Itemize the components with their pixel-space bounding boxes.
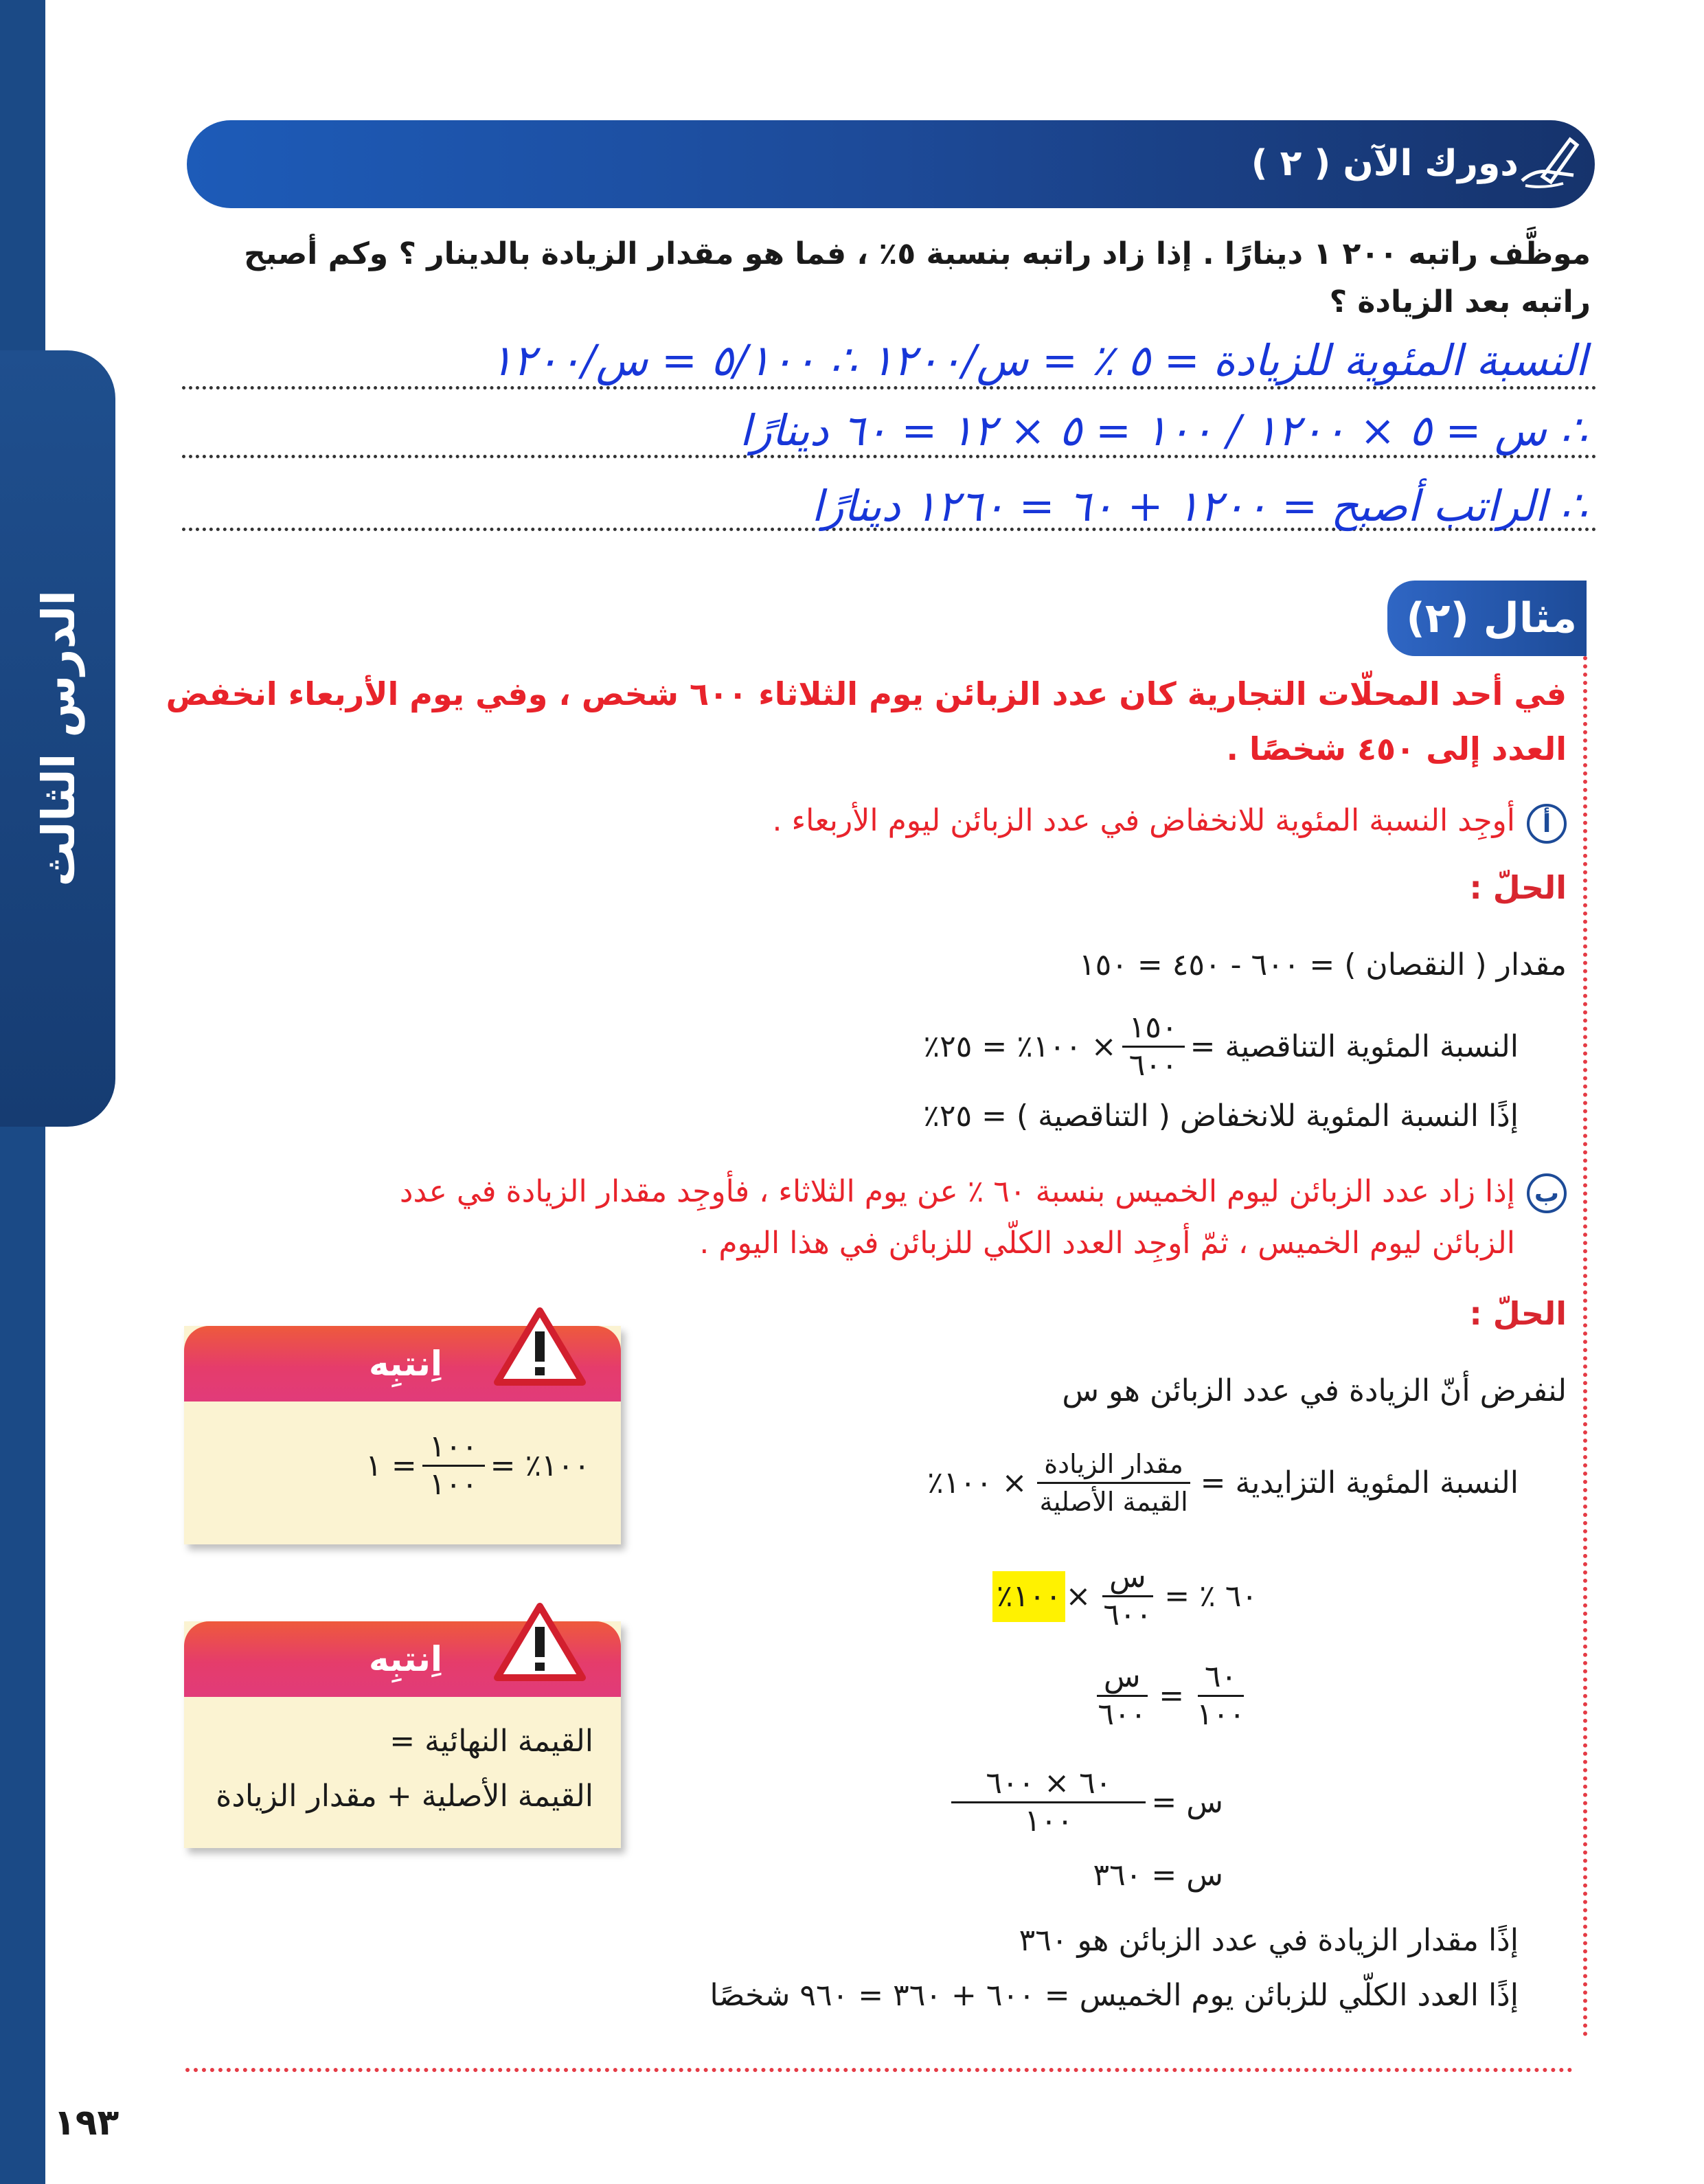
- example-title: مثال (٢) :: [1375, 594, 1577, 642]
- eq2-right-fraction: [1091, 1659, 1153, 1733]
- step2-lhs: النسبة المئوية التناقصية =: [1190, 1028, 1519, 1064]
- eq1-lhs: ٦٠ ٪ =: [1164, 1578, 1258, 1614]
- pencil-hand-icon: [1515, 127, 1584, 196]
- part-b-solution-label: الحلّ :: [1469, 1295, 1567, 1332]
- eq2-right-denominator: ٦٠٠: [1098, 1697, 1147, 1732]
- note-eq-denominator: ١٠٠: [429, 1467, 478, 1502]
- formula-fraction: [1032, 1446, 1194, 1520]
- note-title: اِنتبِه: [368, 1639, 442, 1679]
- page-number: ١٩٣: [54, 2102, 120, 2143]
- example-intro-line1: في أحد المحلّات التجارية كان عدد الزبائن يوم الثلاثاء ٦٠٠ شخص ، وفي يوم الأربعاء انخفض: [166, 675, 1567, 712]
- handwritten-answer-line1: النسبة المئوية للزيادة = ٥ ٪ = س/١٢٠٠ ∴ ٥/١٠٠ = س/١٢٠٠: [490, 335, 1587, 385]
- example-border: [185, 2068, 1573, 2072]
- formula-denominator: القيمة الأصلية: [1039, 1487, 1188, 1517]
- step2-rhs: × ١٠٠٪ = ٢٥٪: [923, 1028, 1117, 1064]
- practice-title: دورك الآن ( ٢ ): [1251, 143, 1519, 184]
- part-a-solution-label: الحلّ :: [1469, 869, 1567, 906]
- eq3-lhs: س =: [1151, 1784, 1223, 1820]
- formula-rhs: × ١٠٠٪: [927, 1465, 1027, 1500]
- note-eq-numerator: ١٠٠: [422, 1429, 485, 1467]
- eq3-numerator: ٦٠ × ٦٠٠: [951, 1766, 1146, 1803]
- warning-icon: [492, 1601, 588, 1683]
- step2-numerator: ١٥٠: [1122, 1010, 1185, 1048]
- eq1-highlight: ١٠٠٪: [992, 1571, 1066, 1622]
- eq1-denominator: ٦٠٠: [1103, 1597, 1152, 1632]
- eq3-denominator: ١٠٠: [1024, 1803, 1073, 1838]
- part-a-question: أوجِد النسبة المئوية للانخفاض في عدد الزبائن ليوم الأربعاء .: [772, 803, 1515, 838]
- warning-icon: [492, 1305, 588, 1388]
- example-border: [1583, 656, 1587, 2037]
- part-b-eq4: س = ٣٦٠: [1093, 1858, 1223, 1893]
- part-b-assume: لنفرض أنّ الزيادة في عدد الزبائن هو س: [1062, 1373, 1567, 1408]
- part-a-marker: أ: [1527, 804, 1567, 844]
- part-a-step1: مقدار ( النقصان ) = ٦٠٠ - ٤٥٠ = ١٥٠: [1079, 947, 1567, 982]
- lesson-tab-label: الدرس الثالث: [32, 590, 85, 887]
- practice-question-line2: راتبه بعد الزيادة ؟: [1329, 284, 1591, 319]
- note-box: [184, 1326, 621, 1544]
- part-b-marker: ب: [1527, 1173, 1567, 1213]
- note-line1: القيمة النهائية =: [389, 1724, 593, 1759]
- eq1-numerator: س: [1102, 1560, 1153, 1597]
- eq2-equals: =: [1159, 1678, 1185, 1713]
- part-b-eq2: [1085, 1659, 1258, 1733]
- note-eq-rhs: = ١: [365, 1448, 417, 1483]
- handwritten-answer-line3: ∴ الراتب أصبح = ١٢٠٠ + ٦٠ = ١٢٦٠ دينارًا: [811, 481, 1587, 531]
- eq2-left-fraction: [1190, 1659, 1252, 1733]
- answer-dotted-line: [182, 386, 1597, 390]
- eq2-right-numerator: س: [1097, 1659, 1148, 1697]
- step2-denominator: ٦٠٠: [1128, 1048, 1178, 1083]
- part-b-question-line1: إذا زاد عدد الزبائن ليوم الخميس بنسبة ٦٠ ٪ عن يوم الثلاثاء ، فأوجِد مقدار الزيادة في عدد: [399, 1174, 1515, 1209]
- eq3-fraction: [951, 1766, 1146, 1839]
- part-b-formula: [927, 1446, 1519, 1520]
- note-box: [184, 1621, 621, 1848]
- eq2-left-numerator: ٦٠: [1198, 1659, 1244, 1697]
- formula-lhs: النسبة المئوية التزايدية =: [1200, 1465, 1519, 1500]
- part-a-step2: [924, 1010, 1519, 1083]
- note-title: اِنتبِه: [368, 1344, 442, 1384]
- note-eq-fraction: [422, 1429, 485, 1502]
- part-b-eq1: [992, 1560, 1258, 1633]
- part-b-conclusion1: إذًا مقدار الزيادة في عدد الزبائن هو ٣٦٠: [1019, 1923, 1519, 1958]
- handwritten-answer-line2: ∴ س = ٥ × ١٢٠٠ / ١٠٠ = ٥ × ١٢ = ٦٠ دينارًا: [739, 405, 1587, 455]
- note-eq-lhs: ١٠٠٪ =: [490, 1448, 590, 1483]
- formula-numerator: مقدار الزيادة: [1037, 1446, 1190, 1484]
- note-equation: [365, 1429, 590, 1502]
- eq1-times: ×: [1065, 1578, 1091, 1614]
- part-a-step3: إذًا النسبة المئوية للانخفاض ( التناقصية ) = ٢٥٪: [923, 1099, 1519, 1134]
- part-b-eq3: [946, 1766, 1223, 1839]
- note-line2: القيمة الأصلية + مقدار الزيادة: [216, 1779, 593, 1814]
- eq2-left-denominator: ١٠٠: [1196, 1697, 1245, 1732]
- example-intro-line2: العدد إلى ٤٥٠ شخصًا .: [1226, 730, 1567, 767]
- step2-fraction: [1122, 1010, 1185, 1083]
- eq1-fraction: [1096, 1560, 1159, 1633]
- part-b-question-line2: الزبائن ليوم الخميس ، ثمّ أوجِد العدد الكلّي للزبائن في هذا اليوم .: [699, 1226, 1515, 1261]
- part-b-conclusion2: إذًا العدد الكلّي للزبائن يوم الخميس = ٦٠٠ + ٣٦٠ = ٩٦٠ شخصًا: [709, 1978, 1519, 2013]
- lesson-tab-label-wrap: [14, 385, 103, 1092]
- practice-question-line1: موظَّف راتبه ٢٠٠ ١ دينارًا . إذا زاد راتبه بنسبة ٥٪ ، فما هو مقدار الزيادة بالدينار ؟ وكم أصبح: [244, 236, 1591, 271]
